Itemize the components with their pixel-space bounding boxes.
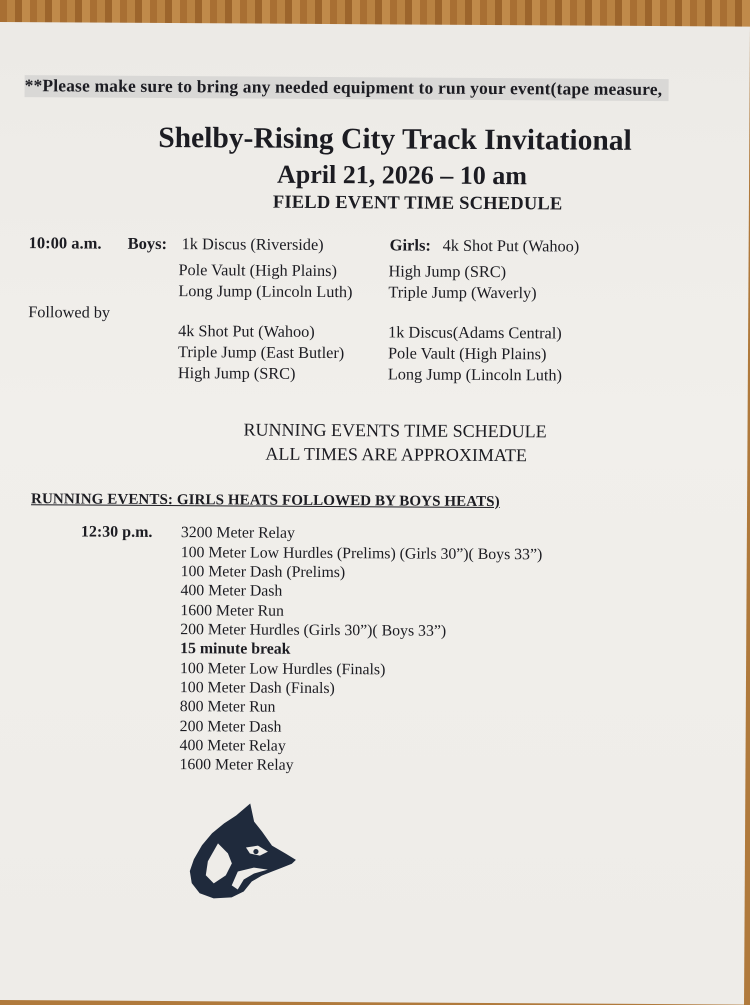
boys-label: Boys: (127, 233, 168, 254)
boys-event: Long Jump (Lincoln Luth) (178, 281, 353, 302)
running-event: 200 Meter Hurdles (Girls 30”)( Boys 33”) (180, 621, 447, 640)
event-title: Shelby-Rising City Track Invitational (158, 121, 632, 157)
girls-label: Girls: (389, 235, 431, 255)
girls-event: High Jump (SRC) (388, 261, 507, 282)
approximate-heading: ALL TIMES ARE APPROXIMATE (265, 443, 527, 466)
running-event: 100 Meter Low Hurdles (Finals) (180, 660, 386, 679)
girls-event: Pole Vault (High Plains) (387, 343, 547, 364)
equipment-notice: **Please make sure to bring any needed equipment to run your event(tape measure, (25, 75, 669, 101)
girls-event: Triple Jump (Waverly) (388, 282, 537, 303)
girls-event: 4k Shot Put (Wahoo) (442, 235, 580, 256)
running-event: 200 Meter Dash (179, 718, 282, 736)
boys-event: Pole Vault (High Plains) (178, 260, 337, 281)
boys-event: High Jump (SRC) (177, 363, 296, 383)
running-heading: RUNNING EVENTS TIME SCHEDULE (243, 419, 547, 442)
running-event: 1600 Meter Relay (179, 756, 294, 774)
running-event: 3200 Meter Relay (180, 524, 295, 542)
field-start-time: 10:00 a.m. (28, 233, 102, 253)
running-event: 800 Meter Run (179, 698, 276, 716)
girls-event: Long Jump (Lincoln Luth) (387, 364, 563, 385)
husky-head-logo-icon (188, 801, 301, 900)
boys-event: 4k Shot Put (Wahoo) (178, 321, 315, 341)
running-event: 100 Meter Dash (Prelims) (180, 563, 346, 582)
running-event: 400 Meter Relay (179, 737, 286, 755)
running-event: 400 Meter Dash (180, 582, 283, 600)
running-event: 100 Meter Low Hurdles (Prelims) (Girls 30”)( Boys 33”) (180, 544, 543, 564)
running-subheading: RUNNING EVENTS: GIRLS HEATS FOLLOWED BY BOYS HEATS) (31, 491, 500, 511)
boys-event: Triple Jump (East Butler) (177, 342, 345, 363)
event-date: April 21, 2026 – 10 am (276, 159, 528, 191)
running-event: 1600 Meter Run (180, 602, 285, 620)
followed-by-label: Followed by (28, 302, 111, 322)
running-event: 100 Meter Dash (Finals) (179, 679, 335, 698)
break-notice: 15 minute break (180, 640, 291, 658)
flyer-paper (0, 22, 750, 1005)
boys-event: 1k Discus (Riverside) (181, 234, 324, 254)
girls-event: 1k Discus(Adams Central) (388, 322, 562, 343)
field-event-heading: FIELD EVENT TIME SCHEDULE (272, 192, 563, 215)
running-start-time: 12:30 p.m. (80, 523, 153, 541)
